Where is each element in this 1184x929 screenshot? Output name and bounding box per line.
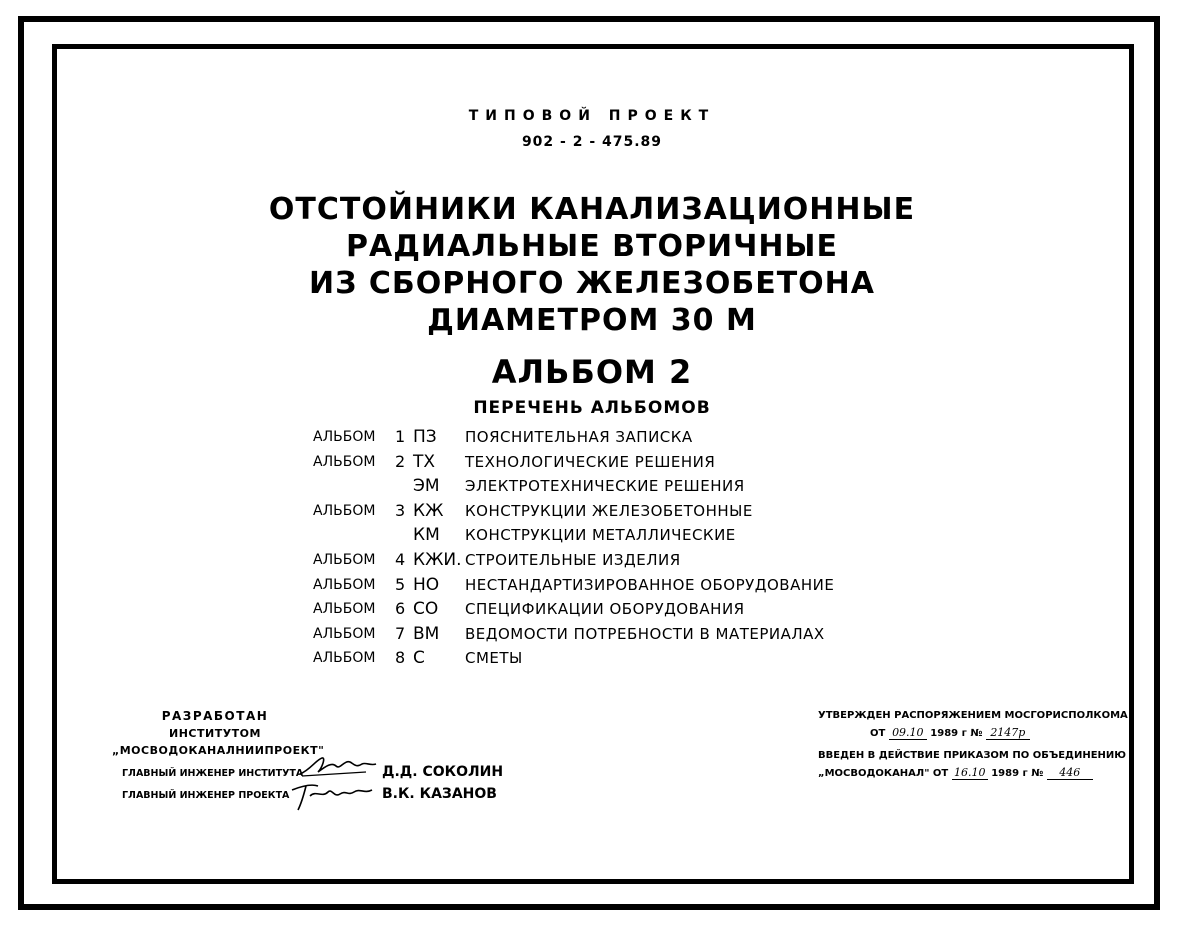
title-line: ИЗ СБОРНОГО ЖЕЛЕЗОБЕТОНА (308, 266, 875, 301)
album-label: АЛЬБОМ (313, 625, 376, 642)
album-label: АЛЬБОМ (313, 650, 376, 667)
title-line: РАДИАЛЬНЫЕ ВТОРИЧНЫЕ (345, 229, 839, 264)
approval-number: 2147р (986, 726, 1030, 740)
album-row (313, 597, 873, 622)
album-code: СО (413, 599, 439, 620)
album-row (313, 425, 873, 450)
album-row (313, 450, 873, 475)
document-title (0, 191, 1184, 339)
album-row (313, 499, 873, 524)
album-list-heading: ПЕРЕЧЕНЬ АЛЬБОМОВ (473, 398, 711, 418)
album-description: ВЕДОМОСТИ ПОТРЕБНОСТИ В МАТЕРИАЛАХ (465, 624, 825, 643)
album-label: АЛЬБОМ (313, 429, 376, 445)
album-description: ПОЯСНИТЕЛЬНАЯ ЗАПИСКА (465, 428, 693, 446)
developer-label: РАЗРАБОТАН (161, 709, 269, 723)
album-description: СМЕТЫ (465, 649, 523, 668)
album-code: С (413, 648, 425, 669)
album-list (313, 425, 873, 671)
album-number: 2 (395, 451, 406, 471)
album-number: 5 (395, 574, 406, 594)
album-code: КЖИ. (413, 549, 462, 570)
album-number: 1 (395, 427, 406, 446)
album-description: ТЕХНОЛОГИЧЕСКИЕ РЕШЕНИЯ (465, 452, 716, 471)
developer-institute: ИНСТИТУТОМ (169, 727, 261, 740)
album-code: ТХ (413, 451, 436, 472)
album-label: АЛЬБОМ (313, 502, 376, 519)
introduction-line: ВВЕДЕН В ДЕЙСТВИЕ ПРИКАЗОМ ПО ОБЪЕДИНЕНИЮ (818, 750, 1127, 761)
album-row (313, 622, 873, 647)
album-label: АЛЬБОМ (313, 576, 376, 593)
album-description: НЕСТАНДАРТИЗИРОВАННОЕ ОБОРУДОВАНИЕ (465, 575, 835, 594)
introduction-number: 446 (1047, 766, 1093, 780)
introduction-number-prefix: № (1031, 768, 1044, 779)
album-number: 3 (395, 500, 406, 520)
album-code: КЖ (413, 500, 444, 521)
album-row (313, 573, 873, 598)
album-description: СТРОИТЕЛЬНЫЕ ИЗДЕЛИЯ (465, 550, 681, 569)
developer-organization: „МОСВОДОКАНАЛНИИПРОЕКТ" (112, 744, 325, 757)
introduction-date: 16.10 (952, 766, 988, 780)
album-row (313, 548, 873, 573)
title-line: ОТСТОЙНИКИ КАНАЛИЗАЦИОННЫЕ (268, 192, 916, 227)
album-description: КОНСТРУКЦИИ ЖЕЛЕЗОБЕТОННЫЕ (465, 501, 753, 520)
chief-engineer-project-label: ГЛАВНЫЙ ИНЖЕНЕР ПРОЕКТА (122, 790, 290, 801)
introduction-year: 1989 г (991, 768, 1028, 779)
album-description: ЭЛЕКТРОТЕХНИЧЕСКИЕ РЕШЕНИЯ (465, 477, 745, 496)
title-line: ДИАМЕТРОМ 30 М (427, 303, 757, 338)
approval-details (870, 726, 1030, 740)
approval-date: 09.10 (889, 726, 927, 740)
series-label: ТИПОВОЙ ПРОЕКТ (468, 108, 716, 124)
album-code: КМ (413, 525, 440, 546)
album-description: СПЕЦИФИКАЦИИ ОБОРУДОВАНИЯ (465, 600, 745, 619)
album-description: КОНСТРУКЦИИ МЕТАЛЛИЧЕСКИЕ (465, 526, 736, 545)
approval-number-prefix: № (970, 728, 983, 739)
album-number: 6 (395, 599, 406, 619)
project-number: 902 - 2 - 475.89 (521, 134, 663, 150)
introduction-organization: „МОСВОДОКАНАЛ" (818, 768, 930, 779)
album-code: НО (413, 574, 440, 595)
album-code: ПЗ (413, 427, 437, 447)
album-row (313, 646, 873, 671)
approval-year: 1989 г (930, 728, 967, 739)
album-number: 8 (395, 648, 406, 668)
album-number: 4 (395, 549, 406, 569)
chief-engineer-project-name: В.К. КАЗАНОВ (382, 786, 497, 802)
album-code: ВМ (413, 623, 440, 644)
album-code: ЭМ (413, 476, 440, 497)
chief-engineer-institute-name: Д.Д. СОКОЛИН (382, 764, 504, 780)
signature-kazanov (288, 776, 378, 814)
album-row (313, 523, 873, 548)
album-label: АЛЬБОМ (313, 453, 376, 470)
album-label: АЛЬБОМ (313, 601, 376, 618)
approval-from-prefix: ОТ (870, 728, 886, 739)
chief-engineer-institute-label: ГЛАВНЫЙ ИНЖЕНЕР ИНСТИТУТА (122, 768, 304, 779)
introduction-details (818, 766, 1093, 780)
introduction-from-prefix: ОТ (932, 768, 949, 779)
album-label: АЛЬБОМ (313, 551, 376, 568)
approval-line: УТВЕРЖДЕН РАСПОРЯЖЕНИЕМ МОСГОРИСПОЛКОМА (818, 710, 1128, 721)
album-number: 7 (395, 623, 406, 643)
album-row (313, 474, 873, 499)
album-heading: АЛЬБОМ 2 (491, 353, 693, 391)
